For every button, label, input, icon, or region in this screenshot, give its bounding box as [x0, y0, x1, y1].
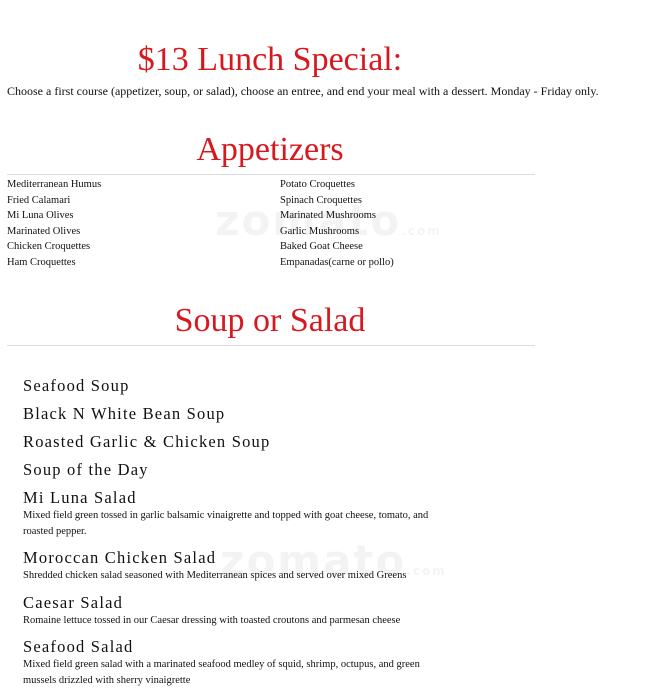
- appetizer-item: Marinated Mushrooms: [280, 210, 376, 222]
- section-divider: [7, 345, 535, 346]
- spacer: [23, 539, 623, 548]
- appetizers-heading: Appetizers: [196, 131, 344, 168]
- menu-item-name: Black N White Bean Soup: [23, 404, 226, 423]
- menu-item-description: Romaine lettuce tossed in our Caesar dressing with toasted croutons and parmesan cheese: [23, 614, 401, 626]
- menu-item-name: Soup of the Day: [23, 460, 149, 479]
- soup-salad-list: [23, 376, 623, 688]
- menu-item-name: Roasted Garlic & Chicken Soup: [23, 432, 271, 451]
- appetizer-item: Mi Luna Olives: [7, 210, 74, 222]
- menu-item: [23, 404, 623, 424]
- spacer: [23, 584, 623, 593]
- menu-item: [23, 593, 623, 629]
- appetizer-item: Mediterranean Humus: [7, 179, 102, 190]
- appetizer-item: Chicken Croquettes: [7, 241, 91, 253]
- menu-item-name: Mi Luna Salad: [23, 488, 137, 507]
- spacer: [23, 424, 623, 432]
- spacer: [23, 452, 623, 460]
- soup-or-salad-heading: Soup or Salad: [174, 302, 366, 339]
- appetizer-item: Fried Calamari: [7, 194, 71, 206]
- spacer: [23, 628, 623, 637]
- menu-item-description: Mixed field green salad with a marinated seafood medley of squid, shrimp, octupus, and green mussels drizzled with sherry vinaigrette: [23, 659, 420, 686]
- menu-item-name: Seafood Soup: [23, 376, 130, 395]
- appetizer-item: Spinach Croquettes: [280, 194, 362, 206]
- menu-item: [23, 376, 623, 396]
- appetizers-list-left: [7, 177, 101, 271]
- spacer: [23, 396, 623, 404]
- section-divider: [7, 174, 535, 175]
- lunch-special-description: Choose a first course (appetizer, soup, or salad), choose an entree, and end your meal with a dessert. Monday - Friday only.: [7, 84, 599, 98]
- menu-item-description: Shredded chicken salad seasoned with Mediterranean spices and served over mixed Greens: [23, 570, 407, 581]
- lunch-special-title: $13 Lunch Special:: [137, 41, 403, 78]
- menu-item: [23, 460, 623, 480]
- menu-item: [23, 488, 623, 539]
- appetizer-item: Empanadas(carne or pollo): [280, 256, 394, 268]
- menu-item-description: Mixed field green tossed in garlic balsamic vinaigrette and topped with goat cheese, tomato, and roasted pepper.: [23, 510, 429, 537]
- menu-item: [23, 548, 623, 584]
- menu-item-name: Moroccan Chicken Salad: [23, 548, 217, 567]
- menu-item: [23, 637, 623, 688]
- menu-item: [23, 432, 623, 452]
- appetizer-item: Marinated Olives: [7, 225, 81, 237]
- menu-item-name: Seafood Salad: [23, 637, 134, 656]
- spacer: [23, 480, 623, 488]
- appetizer-item: Ham Croquettes: [7, 256, 76, 268]
- appetizer-item: Potato Croquettes: [280, 179, 355, 190]
- appetizer-item: Garlic Mushrooms: [280, 225, 360, 237]
- appetizer-item: Baked Goat Cheese: [280, 241, 363, 253]
- menu-item-name: Caesar Salad: [23, 592, 124, 612]
- appetizers-list-right: [280, 177, 394, 271]
